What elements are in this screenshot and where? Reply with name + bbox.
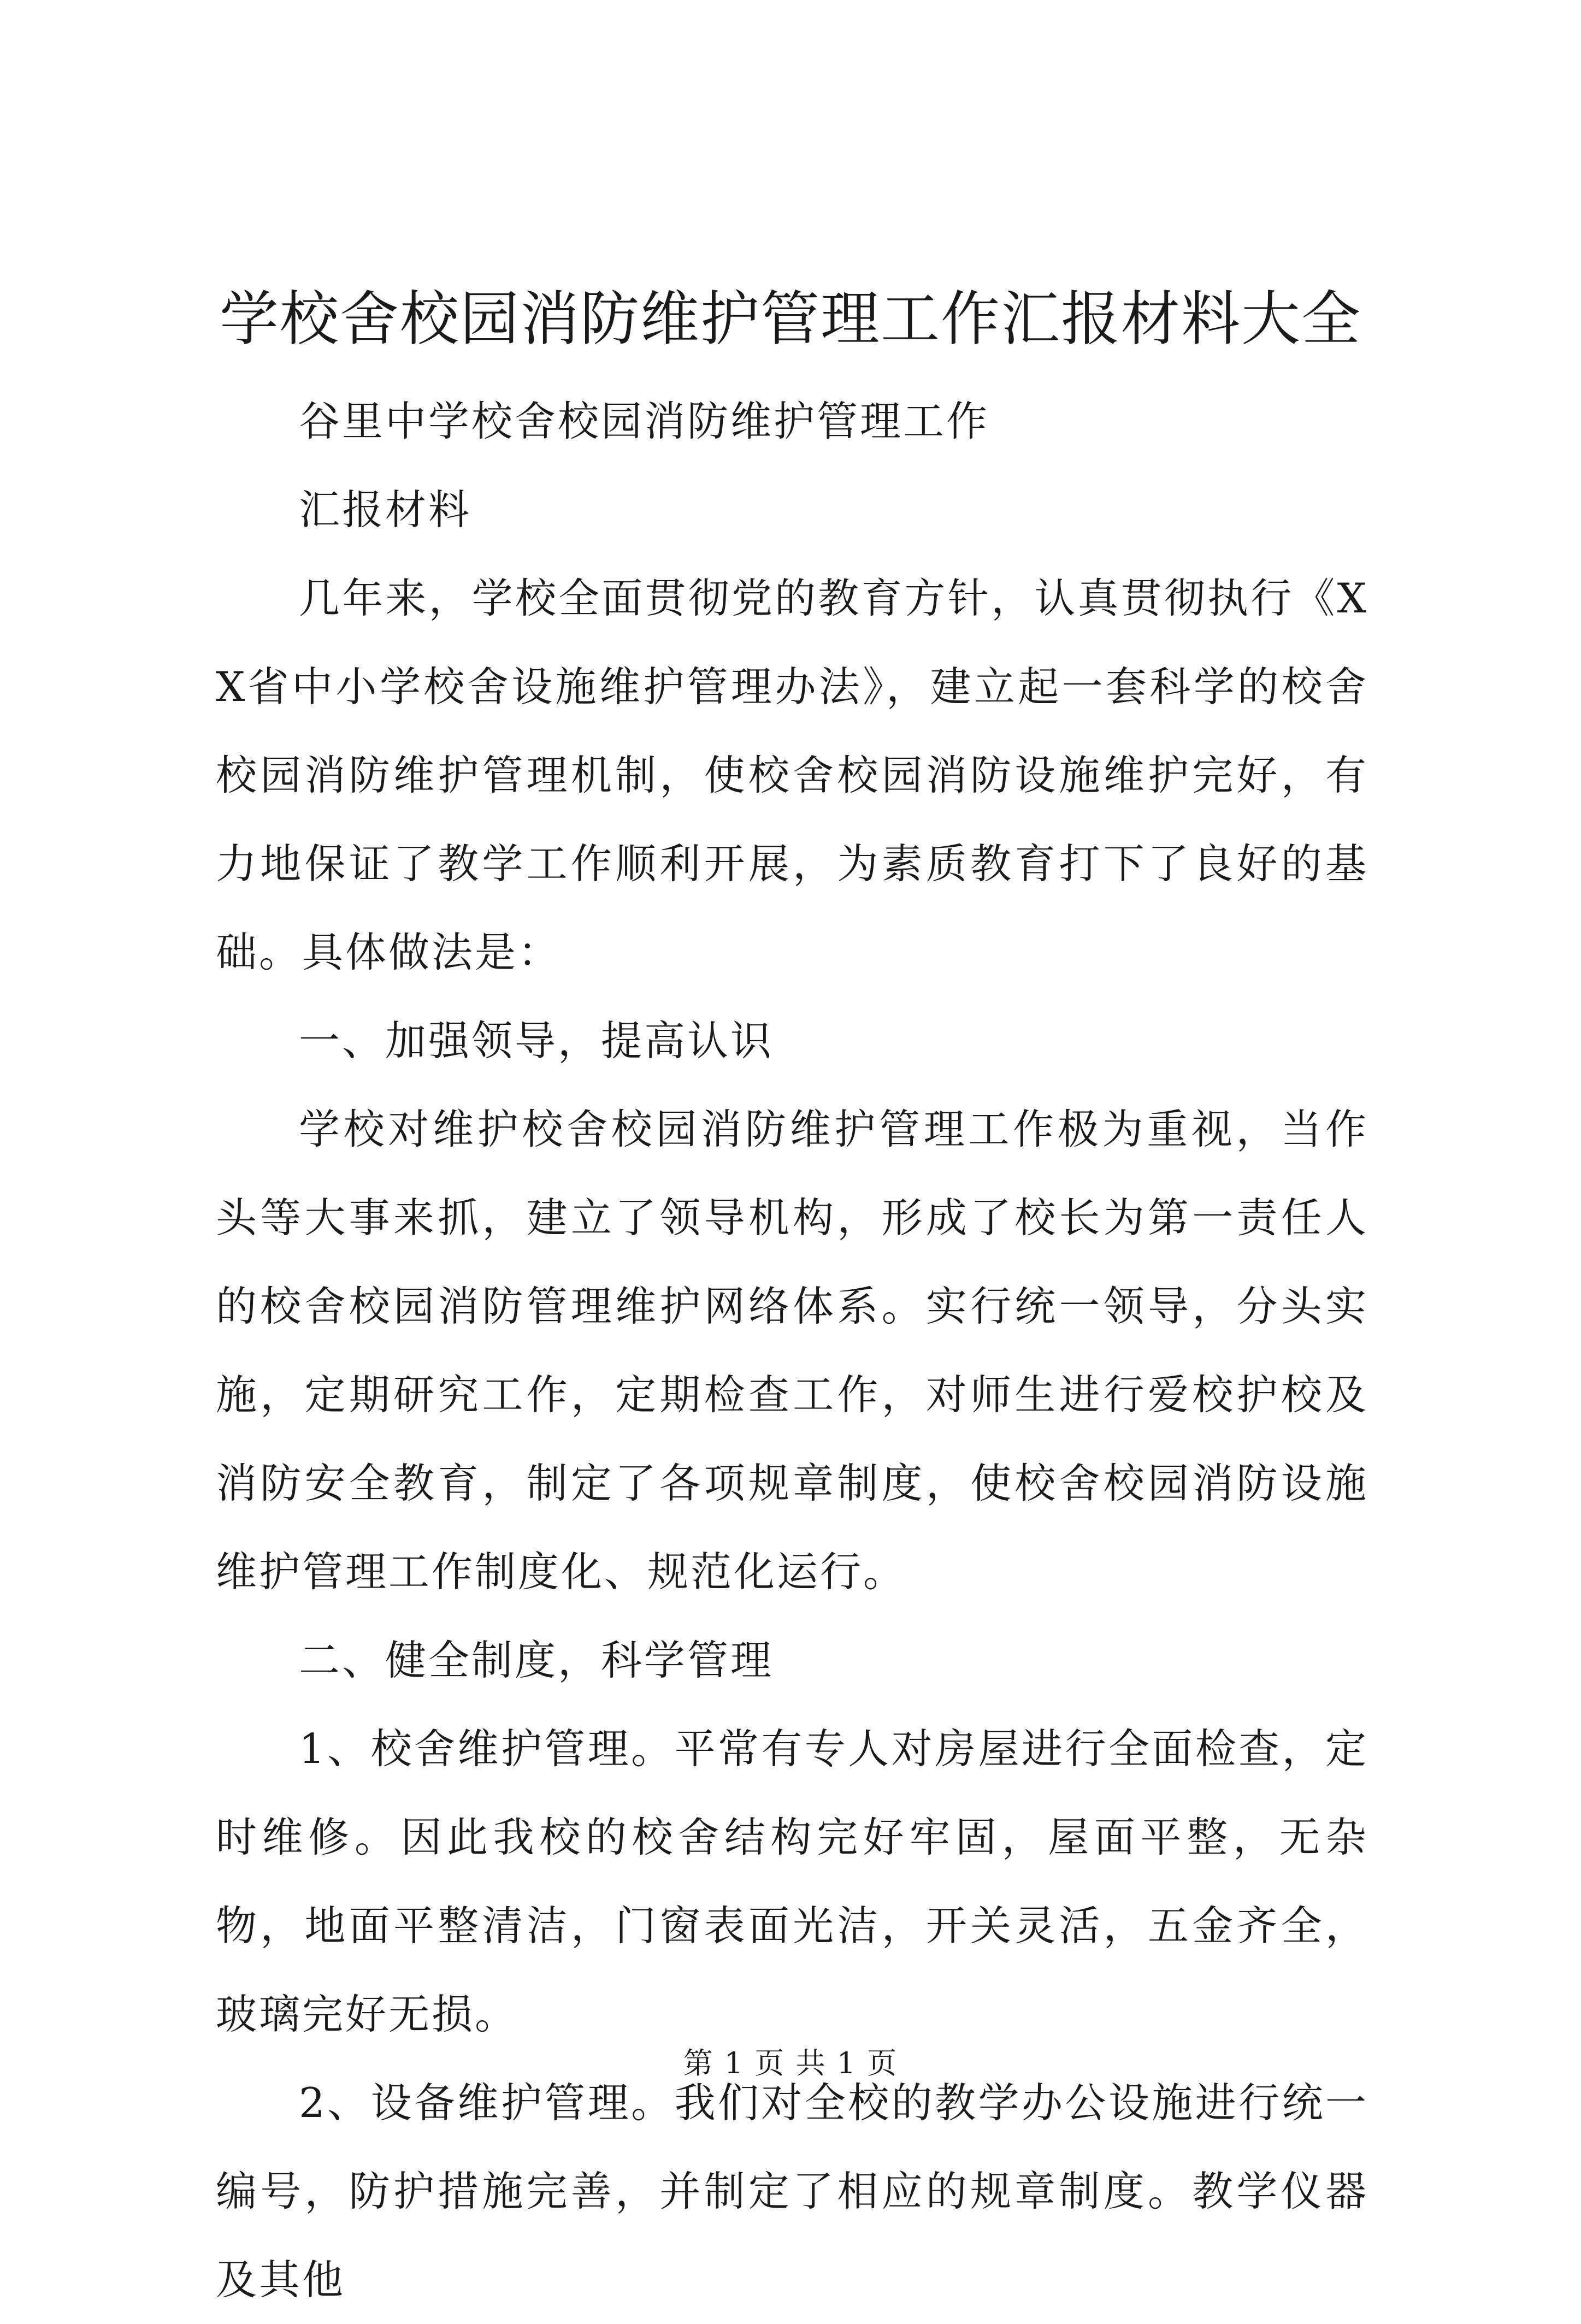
section-heading-1: 一、加强领导，提高认识 (299, 1017, 774, 1065)
paragraph-section-1: 学校对维护校舍校园消防维护管理工作极为重视，当作头等大事来抓，建立了领导机构，形成了校长为第一责任人的校舍校园消防管理维护网络体系。实行统一领导，分头实施，定期研究工作，定期检查工作，对师生进行爱校护校及消防安全教育，制定了各项规章制度，使校舍校园消防设施维护管理工作制度化、规范化运行。 (216, 1105, 1368, 1596)
page-footer: 第 1 页 共 1 页 (683, 2046, 898, 2080)
paragraph-item-2: 2、设备维护管理。我们对全校的教学办公设施进行统一编号，防护措施完善，并制定了相应的规章制度。教学仪器及其他 (216, 2079, 1368, 2304)
document-title: 学校舍校园消防维护管理工作汇报材料大全 (219, 285, 1361, 353)
paragraph-subtitle-line1: 谷里中学校舍校园消防维护管理工作 (299, 397, 990, 445)
document-body (216, 377, 1368, 2324)
paragraph-item-1: 1、校舍维护管理。平常有专人对房屋进行全面检查，定时维修。因此我校的校舍结构完好牢固，屋面平整，无杂物，地面平整清洁，门窗表面光洁，开关灵活，五金齐全，玻璃完好无损。 (216, 1725, 1368, 2038)
paragraph-subtitle-line2: 汇报材料 (299, 486, 472, 534)
section-heading-2: 二、健全制度，科学管理 (299, 1636, 774, 1684)
paragraph-intro: 几年来，学校全面贯彻党的教育方针，认真贯彻执行《XX省中小学校舍设施维护管理办法》，建立起一套科学的校舍校园消防维护管理机制，使校舍校园消防设施维护完好，有力地保证了教学工作顺利开展，为素质教育打下了良好的基础。具体做法是： (216, 574, 1368, 976)
